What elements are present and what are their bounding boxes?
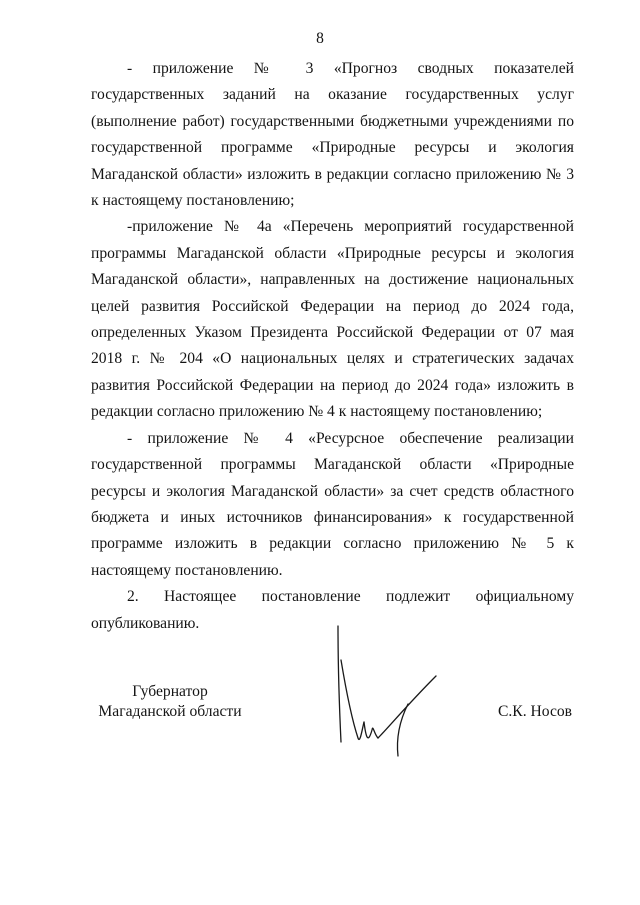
page-number: 8 bbox=[316, 30, 324, 47]
signatory-title-line2: Магаданской области bbox=[98, 703, 242, 720]
signature-block bbox=[0, 682, 640, 772]
paragraph-publication: 2. Настоящее постановление подлежит официальному опубликованию. bbox=[91, 588, 574, 632]
paragraph-appendix-4a: -приложение № 4а «Перечень мероприятий государственной программы Магаданской области «Природные ресурсы и экология Магаданской области», направленных на достижение национальных целей развития Российской Федерации на период до 2024 года, определенных Указом Президента Российской Федерации от 07 мая 2018 г. № 204 «О национальных целях и стратегических задачах развития Российской Федерации на период до 2024 года» изложить в редакции согласно приложению № 4 к настоящему постановлению; bbox=[91, 218, 574, 421]
handwritten-signature bbox=[328, 620, 448, 760]
signatory-title-line1: Губернатор bbox=[132, 683, 208, 700]
signatory-title bbox=[90, 682, 250, 722]
paragraph-appendix-3: - приложение № 3 «Прогноз сводных показателей государственных заданий на оказание государственных услуг (выполнение работ) государственными бюджетными учреждениями по государственной программе «Природные ресурсы и экология Магаданской области» изложить в редакции согласно приложению № 3 к настоящему постановлению; bbox=[91, 60, 574, 210]
paragraph-appendix-4: - приложение № 4 «Ресурсное обеспечение реализации государственной программы Магаданской области «Природные ресурсы и экология Магаданской области» за счет средств областного бюджета и иных источников финансирования» к государственной программе изложить в редакции согласно приложению № 5 к настоящему постановлению. bbox=[91, 429, 574, 579]
signatory-name: С.К. Носов bbox=[498, 703, 573, 720]
document-body bbox=[91, 56, 574, 637]
